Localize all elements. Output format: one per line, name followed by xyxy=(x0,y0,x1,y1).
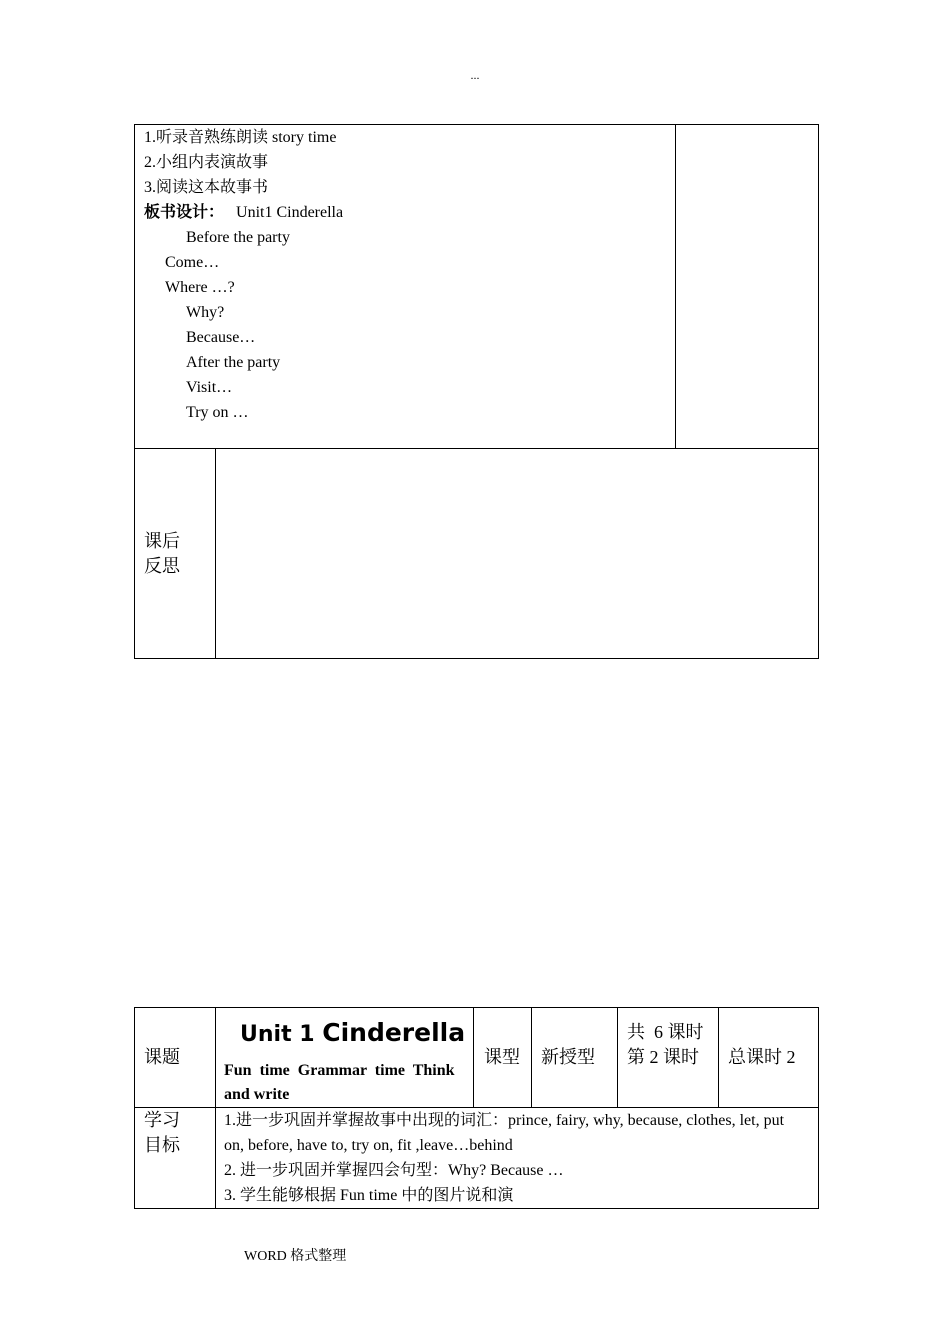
table2-col-divider xyxy=(718,1007,719,1108)
goal-line: on, before, have to, try on, fit ,leave…behind xyxy=(224,1137,513,1154)
reflection-label-line-2: 反思 xyxy=(144,556,180,576)
topic-label: 课题 xyxy=(144,1047,180,1067)
homework-line-2: 2.小组内表演故事 xyxy=(144,154,269,171)
table2-col-divider xyxy=(531,1007,532,1108)
goal-line: 3. 学生能够根据 Fun time 中的图片说和演 xyxy=(224,1187,514,1204)
lesson-title-name: Cinderella xyxy=(322,1018,466,1047)
header-ellipsis: ... xyxy=(470,68,480,82)
lesson-title xyxy=(240,1018,465,1050)
board-line: Come… xyxy=(165,254,220,271)
lesson-current: 第 2 课时 xyxy=(627,1047,699,1067)
table1-right-column-divider xyxy=(675,124,676,449)
board-line: Before the party xyxy=(186,229,290,246)
table1-row-divider xyxy=(134,448,819,449)
board-line: Try on … xyxy=(186,404,249,421)
board-line: Why? xyxy=(186,304,225,321)
board-line: Because… xyxy=(186,329,256,346)
board-line: Where …? xyxy=(165,279,235,296)
homework-line-1: 1.听录音熟练朗读 story time xyxy=(144,129,337,146)
board-line: Visit… xyxy=(186,379,233,396)
reflection-column-divider xyxy=(215,448,216,659)
board-design-heading xyxy=(144,200,343,225)
goals-label-line-1: 学习 xyxy=(144,1110,180,1130)
footer-text: WORD 格式整理 xyxy=(244,1249,347,1264)
lesson-subtitle-line-1: Fun time Grammar time Think xyxy=(224,1062,455,1079)
lesson-subtitle-line-2: and write xyxy=(224,1086,290,1103)
goals-label-line-2: 目标 xyxy=(144,1135,180,1155)
table2-label-column-divider xyxy=(215,1007,216,1209)
type-label: 课型 xyxy=(484,1047,520,1067)
lesson-total: 共 6 课时 xyxy=(627,1022,704,1042)
goal-line: 1.进一步巩固并掌握故事中出现的词汇：prince, fairy, why, because, clothes, let, put xyxy=(224,1112,785,1129)
homework-line-3: 3.阅读这本故事书 xyxy=(144,179,269,196)
reflection-label-line-1: 课后 xyxy=(144,531,180,551)
table2-col-divider xyxy=(617,1007,618,1108)
board-line: After the party xyxy=(186,354,281,371)
board-design-title: Unit1 Cinderella xyxy=(236,204,344,221)
table2-col-divider xyxy=(473,1007,474,1108)
total-lessons: 总课时 2 xyxy=(728,1047,796,1067)
board-design-label: 板书设计： xyxy=(144,204,225,221)
lesson-unit: Unit 1 xyxy=(240,1022,315,1047)
type-value: 新授型 xyxy=(541,1047,595,1067)
goal-line: 2. 进一步巩固并掌握四会句型：Why? Because … xyxy=(224,1162,564,1179)
